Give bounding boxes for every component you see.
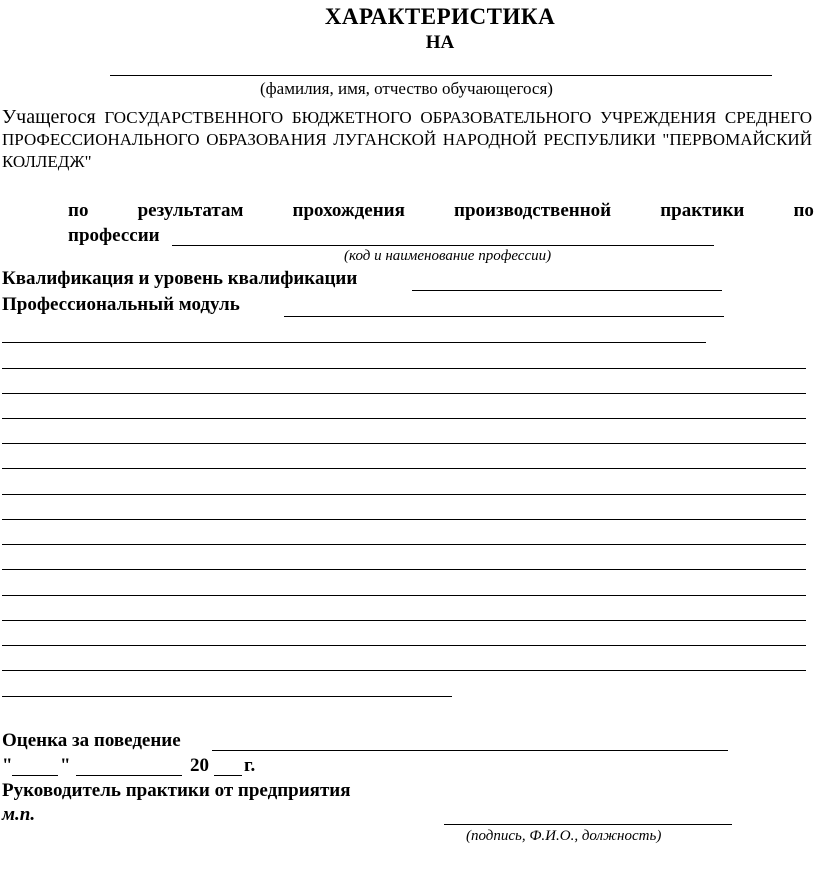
- blank-line[interactable]: [2, 620, 806, 621]
- profession-label: профессии: [68, 225, 160, 246]
- document-title: ХАРАКТЕРИСТИКА: [324, 4, 556, 29]
- blank-line[interactable]: [2, 696, 452, 697]
- name-line[interactable]: [110, 75, 772, 76]
- date-year-prefix: 20: [190, 755, 209, 776]
- blank-line[interactable]: [2, 418, 806, 419]
- date-month-line[interactable]: [76, 775, 182, 776]
- profession-caption: (код и наименование профессии): [344, 248, 552, 264]
- module-label: Профессиональный модуль: [2, 294, 240, 315]
- practice-word: результатам: [137, 200, 244, 221]
- date-day-line[interactable]: [12, 775, 58, 776]
- blank-line[interactable]: [2, 569, 806, 570]
- signature-line[interactable]: [444, 824, 732, 825]
- blank-line[interactable]: [2, 342, 706, 343]
- blank-line[interactable]: [2, 443, 806, 444]
- student-lead: Учащегося: [2, 106, 96, 128]
- supervisor-label: Руководитель практики от предприятия: [2, 780, 351, 801]
- blank-line[interactable]: [2, 468, 806, 469]
- date-open-quote: ": [2, 755, 13, 776]
- date-year-line[interactable]: [214, 775, 242, 776]
- practice-word: практики: [660, 200, 745, 221]
- blank-line[interactable]: [2, 645, 806, 646]
- date-close-quote: ": [60, 755, 71, 776]
- profession-row: [68, 225, 160, 247]
- blank-line[interactable]: [2, 544, 806, 545]
- profession-line[interactable]: [172, 245, 714, 246]
- student-paragraph: [2, 106, 812, 173]
- module-line[interactable]: [284, 316, 724, 317]
- document-subtitle: НА: [425, 32, 455, 53]
- practice-word: по: [68, 200, 89, 221]
- practice-word: по: [793, 200, 814, 221]
- behavior-label: Оценка за поведение: [2, 730, 181, 751]
- qualification-line[interactable]: [412, 290, 722, 291]
- blank-line[interactable]: [2, 368, 806, 369]
- practice-sentence: [68, 200, 814, 222]
- practice-word: прохождения: [292, 200, 405, 221]
- blank-line[interactable]: [2, 670, 806, 671]
- qualification-label: Квалификация и уровень квалификации: [2, 268, 358, 289]
- institution-name: ГОСУДАРСТВЕННОГО БЮДЖЕТНОГО ОБРАЗОВАТЕЛЬНОГО УЧРЕЖДЕНИЯ СРЕДНЕГО ПРОФЕССИОНАЛЬНОГО ОБРАЗОВАНИЯ ЛУГАНСКОЙ НАРОДНОЙ РЕСПУБЛИКИ "ПЕРВОМАЙСКИЙ КОЛЛЕДЖ": [2, 108, 812, 171]
- blank-line[interactable]: [2, 519, 806, 520]
- behavior-line[interactable]: [212, 750, 728, 751]
- name-caption: (фамилия, имя, отчество обучающегося): [260, 79, 553, 98]
- blank-line[interactable]: [2, 393, 806, 394]
- stamp-label: м.п.: [2, 804, 36, 825]
- blank-line[interactable]: [2, 595, 806, 596]
- date-year-suffix: г.: [244, 755, 256, 776]
- signature-caption: (подпись, Ф.И.О., должность): [466, 828, 662, 844]
- practice-word: производственной: [454, 200, 612, 221]
- blank-line[interactable]: [2, 494, 806, 495]
